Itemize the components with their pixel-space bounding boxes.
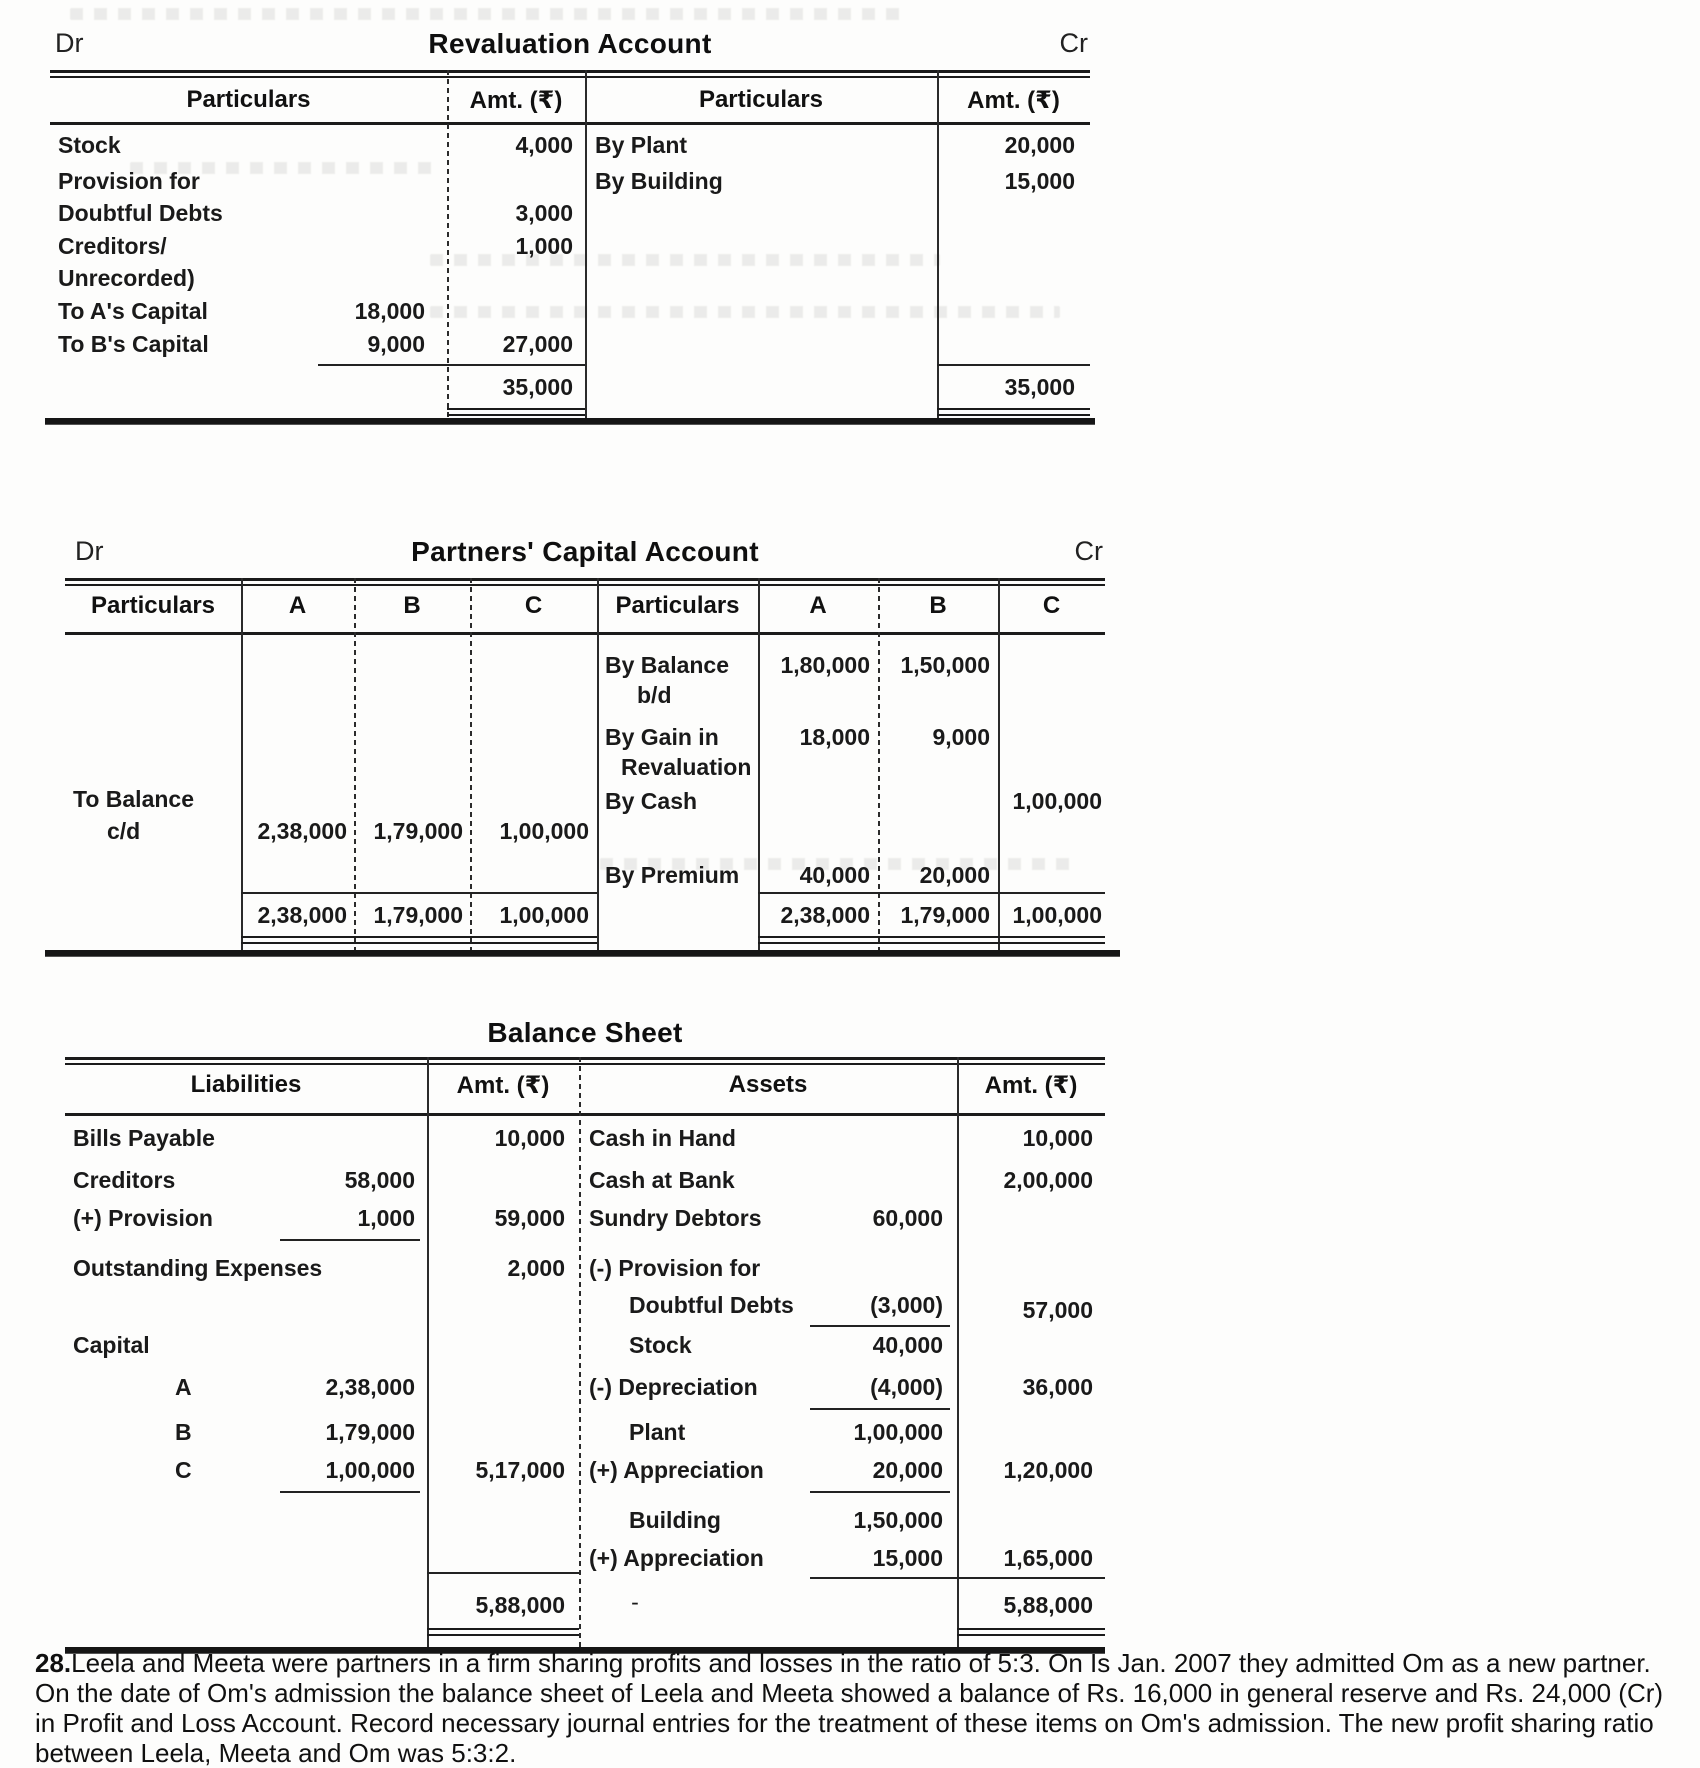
pre-total-rule	[758, 892, 1105, 894]
total-double-rule	[937, 408, 1090, 416]
ledger-cell-a: 40,000	[799, 862, 870, 888]
column-header-particulars: Particulars	[186, 86, 311, 113]
ledger-cell-b: 1,79,000	[373, 818, 463, 844]
ledger-row-label: By Balance	[605, 652, 730, 678]
pre-total-rule	[427, 1572, 579, 1574]
liability-subamount: 1,79,000	[325, 1419, 415, 1445]
asset-subamount: (3,000)	[870, 1292, 943, 1318]
column-header-c: C	[1042, 592, 1061, 619]
assets-column-dash: -	[631, 1589, 639, 1615]
asset-label: (+) Appreciation	[589, 1545, 764, 1571]
asset-label: (+) Appreciation	[589, 1457, 764, 1483]
ledger-row-label: To Balance	[73, 786, 194, 812]
ledger-row-label: To A's Capital	[58, 298, 208, 324]
total-double-rule	[957, 1628, 1105, 1636]
liability-amount: 59,000	[494, 1205, 565, 1231]
column-header-amount: Amt. (₹)	[967, 87, 1060, 114]
table-bottom-border	[45, 418, 1095, 425]
ledger-total: 35,000	[502, 374, 573, 400]
ledger-row-label: c/d	[107, 818, 141, 844]
ledger-cell-c: 1,00,000	[499, 818, 589, 844]
pre-total-rule	[810, 1577, 1105, 1579]
asset-subamount: (4,000)	[870, 1374, 943, 1400]
asset-subamount: 15,000	[872, 1545, 943, 1571]
column-header-amount: Amt. (₹)	[469, 87, 563, 114]
ledger-total-c: 1,00,000	[499, 902, 589, 928]
ledger-row-label: By Building	[595, 168, 723, 194]
liability-amount: 10,000	[494, 1125, 565, 1151]
capital-dr-label: Dr	[75, 536, 104, 566]
ledger-row-label: By Cash	[605, 788, 698, 814]
asset-label: Sundry Debtors	[589, 1205, 762, 1231]
sub-total-rule	[810, 1491, 950, 1493]
asset-subamount: 1,50,000	[853, 1507, 943, 1533]
column-divider	[427, 1057, 429, 1647]
problem-statement	[35, 1648, 1670, 1768]
column-divider	[957, 1057, 959, 1647]
header-divider	[50, 122, 1090, 125]
ledger-total-b: 1,79,000	[900, 902, 990, 928]
liability-subamount: 58,000	[344, 1167, 415, 1193]
column-header-liabilities: Liabilities	[190, 1071, 302, 1098]
liabilities-total: 5,88,000	[475, 1592, 565, 1618]
revaluation-cr-label: Cr	[1059, 28, 1088, 58]
column-header-b: B	[929, 592, 947, 619]
balance-sheet-table	[65, 995, 1105, 1663]
ledger-row-label: Doubtful Debts	[58, 200, 223, 226]
sub-total-rule	[810, 1325, 950, 1327]
ledger-cell-b: 9,000	[932, 724, 990, 750]
header-divider	[65, 632, 1105, 635]
liability-label: (+) Provision	[73, 1205, 213, 1231]
liability-amount: 2,000	[507, 1255, 565, 1281]
asset-amount: 57,000	[1022, 1297, 1093, 1323]
asset-amount: 1,65,000	[1003, 1545, 1093, 1571]
column-divider	[585, 70, 587, 418]
asset-label: Cash in Hand	[589, 1125, 736, 1151]
ledger-row-label: Revaluation	[621, 754, 752, 780]
balance-sheet-title: Balance Sheet	[487, 1017, 683, 1048]
problem-number: 28.	[35, 1648, 72, 1678]
total-double-rule	[427, 1628, 579, 1636]
ledger-total-c: 1,00,000	[1012, 902, 1102, 928]
column-header-amount: Amt. (₹)	[456, 1072, 550, 1099]
liability-label: Outstanding Expenses	[73, 1255, 323, 1281]
column-divider	[998, 578, 1000, 950]
ledger-row-subamount: 9,000	[367, 331, 425, 357]
column-divider	[758, 578, 760, 950]
liability-label: Creditors	[73, 1167, 176, 1193]
ledger-cell-a: 18,000	[799, 724, 870, 750]
ledger-row-label: Stock	[58, 132, 121, 158]
liability-label: Bills Payable	[73, 1125, 215, 1151]
asset-amount: 1,20,000	[1003, 1457, 1093, 1483]
ledger-row-label: Creditors/	[58, 233, 167, 259]
revaluation-title: Revaluation Account	[428, 28, 712, 59]
ledger-cell-a: 2,38,000	[257, 818, 347, 844]
column-divider	[597, 578, 599, 950]
liability-subamount: 1,00,000	[325, 1457, 415, 1483]
liability-label: B	[175, 1419, 192, 1445]
sub-total-rule	[280, 1239, 420, 1241]
table-top-border	[50, 70, 1090, 78]
ledger-total-b: 1,79,000	[373, 902, 463, 928]
ledger-row-amount: 20,000	[1004, 132, 1075, 158]
liability-subamount: 2,38,000	[325, 1374, 415, 1400]
column-header-b: B	[403, 592, 421, 619]
liability-label: C	[175, 1457, 192, 1483]
column-header-assets: Assets	[728, 1071, 808, 1098]
total-double-rule	[241, 936, 597, 944]
table-top-border	[65, 578, 1105, 586]
ledger-row-subamount: 18,000	[354, 298, 425, 324]
pre-total-rule	[937, 364, 1090, 366]
liability-amount: 5,17,000	[475, 1457, 565, 1483]
ledger-row-label: By Gain in	[605, 724, 719, 750]
ledger-row-label: To B's Capital	[58, 331, 209, 357]
asset-label: Building	[629, 1507, 721, 1533]
asset-label: (-) Depreciation	[589, 1374, 758, 1400]
ledger-row-amount: 27,000	[502, 331, 573, 357]
ledger-row-amount: 15,000	[1004, 168, 1075, 194]
header-divider	[65, 1113, 1105, 1116]
capital-title: Partners' Capital Account	[411, 536, 759, 567]
ledger-row-amount: 4,000	[515, 132, 573, 158]
liability-subamount: 1,000	[357, 1205, 415, 1231]
scan-artifact	[70, 8, 910, 20]
column-header-a: A	[809, 592, 827, 619]
table-bottom-border	[45, 950, 1120, 957]
revaluation-account-table	[50, 28, 1090, 428]
sub-total-rule	[810, 1408, 950, 1410]
ledger-row-label: Unrecorded)	[58, 265, 195, 291]
asset-subamount: 40,000	[872, 1332, 943, 1358]
assets-total: 5,88,000	[1003, 1592, 1093, 1618]
asset-label: Cash at Bank	[589, 1167, 735, 1193]
revaluation-dr-label: Dr	[55, 28, 84, 58]
total-double-rule	[447, 408, 585, 416]
asset-label: Stock	[629, 1332, 692, 1358]
ledger-row-amount: 1,000	[515, 233, 573, 259]
asset-label: Plant	[629, 1419, 686, 1445]
column-divider	[354, 578, 356, 950]
column-header-c: C	[524, 592, 543, 619]
column-header-particulars: Particulars	[698, 86, 824, 113]
ledger-row-label: By Plant	[595, 132, 688, 158]
asset-label: Doubtful Debts	[629, 1292, 794, 1318]
ledger-row-label: By Premium	[605, 862, 740, 888]
ledger-cell-b: 20,000	[919, 862, 990, 888]
problem-text: Leela and Meeta were partners in a firm sharing profits and losses in the ratio of 5:3. On Is Jan. 2007 they admitted Om as a new partner. On the date of Om's admission the balance sheet of Leela and Meeta showed a balance of Rs. 16,000 in general reserve and Rs. 24,000 (Cr) in Profit and Loss Account. Record necessary journal entries for the treatment of these items on Om's admission. The new profit sharing ratio between Leela, Meeta and Om was 5:3:2.	[35, 1648, 1664, 1768]
column-header-particulars: Particulars	[615, 592, 740, 619]
ledger-row-label: Provision for	[58, 168, 200, 194]
liability-label: A	[175, 1374, 192, 1400]
column-divider	[241, 578, 243, 950]
total-double-rule	[758, 936, 1105, 944]
ledger-total-a: 2,38,000	[780, 902, 870, 928]
capital-cr-label: Cr	[1074, 536, 1103, 566]
column-divider	[579, 1057, 581, 1647]
ledger-row-label: b/d	[637, 682, 672, 708]
column-divider	[878, 578, 880, 950]
table-top-border	[65, 1057, 1105, 1065]
ledger-cell-c: 1,00,000	[1012, 788, 1102, 814]
asset-label: (-) Provision for	[589, 1255, 761, 1281]
pre-total-rule	[318, 364, 585, 366]
asset-subamount: 20,000	[872, 1457, 943, 1483]
ledger-cell-a: 1,80,000	[780, 652, 870, 678]
column-header-amount: Amt. (₹)	[984, 1072, 1078, 1099]
asset-amount: 36,000	[1022, 1374, 1093, 1400]
asset-subamount: 1,00,000	[853, 1419, 943, 1445]
asset-subamount: 60,000	[872, 1205, 943, 1231]
pre-total-rule	[241, 892, 597, 894]
sub-total-rule	[280, 1491, 420, 1493]
ledger-total-a: 2,38,000	[257, 902, 347, 928]
column-divider	[470, 578, 472, 950]
ledger-row-amount: 3,000	[515, 200, 573, 226]
column-header-a: A	[288, 592, 307, 619]
ledger-total: 35,000	[1004, 374, 1075, 400]
asset-amount: 10,000	[1022, 1125, 1093, 1151]
partners-capital-account-table	[65, 530, 1105, 962]
column-header-particulars: Particulars	[90, 592, 216, 619]
asset-amount: 2,00,000	[1003, 1167, 1093, 1193]
ledger-cell-b: 1,50,000	[900, 652, 990, 678]
liability-label: Capital	[73, 1332, 150, 1358]
